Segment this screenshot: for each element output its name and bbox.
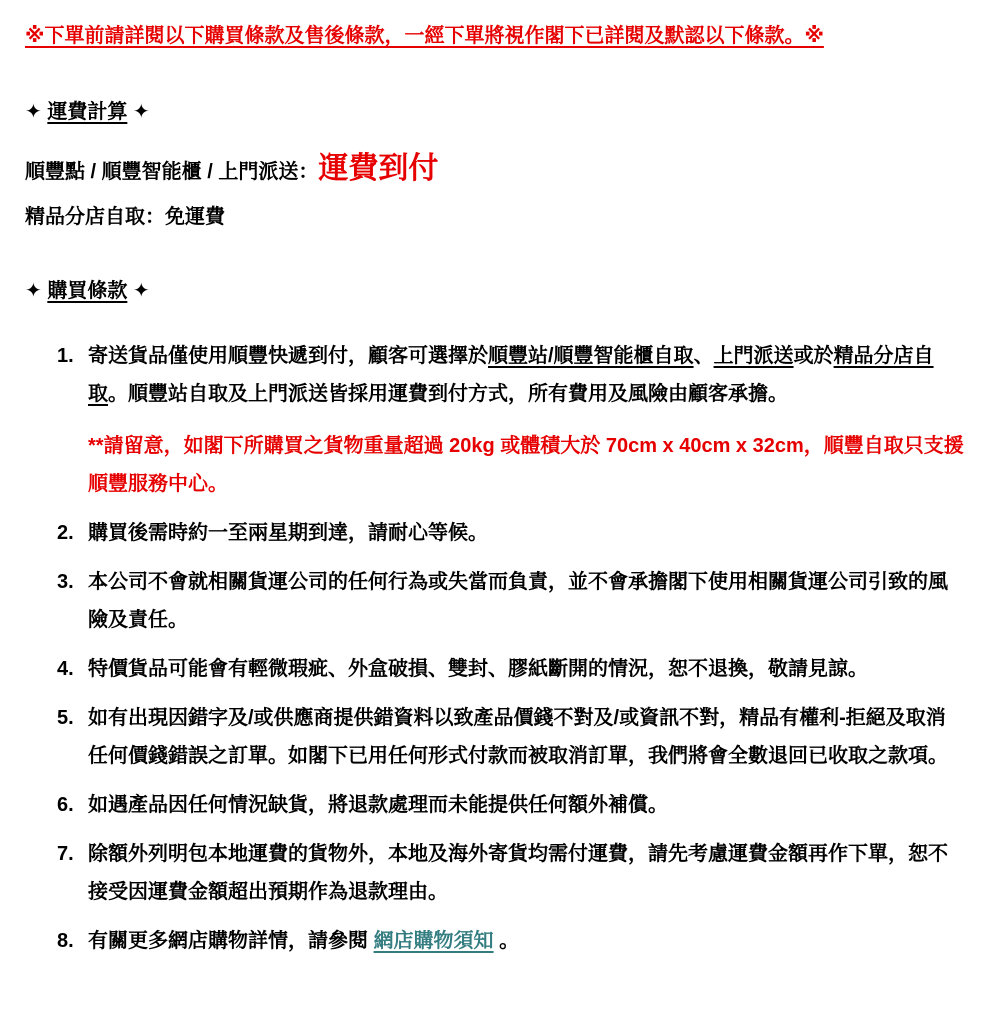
term-1-text [88, 337, 965, 413]
term-item-4 [88, 650, 965, 688]
term-item-2 [88, 514, 965, 552]
purchase-terms-title-text: 購買條款 [47, 280, 128, 302]
store-pickup-underlined: 精品分店自取 [88, 345, 934, 405]
text-segment: 寄送貨品僅使用順豐快遞到付，顧客可選擇於 [88, 345, 488, 367]
shipping-fee-title-text: 運費計算 [47, 101, 128, 123]
term-6-text: 如遇產品因任何情況缺貨，將退款處理而未能提供任何額外補償。 [88, 794, 668, 816]
term-item-3 [88, 563, 965, 639]
term-8-text [88, 922, 965, 960]
text-segment: 或於 [793, 345, 834, 367]
term-item-8 [88, 922, 965, 960]
shipping-fee-section-title [25, 98, 965, 126]
delivery-methods-label: 順豐點 / 順豐智能櫃 / 上門派送： [25, 161, 319, 183]
text-segment: 。順豐站自取及上門派送皆採用運費到付方式，所有費用及風險由顧客承擔。 [108, 383, 788, 405]
shopping-guide-link[interactable]: 網店購物須知 [373, 930, 494, 952]
terms-list [25, 337, 965, 960]
term-2-text: 購買後需時約一至兩星期到達，請耐心等候。 [88, 522, 488, 544]
purchase-terms-section-title [25, 277, 965, 305]
star-icon: ✦ [132, 280, 150, 302]
home-delivery-underlined: 上門派送 [713, 345, 794, 367]
text-segment: 、 [693, 345, 714, 367]
term-item-6 [88, 786, 965, 824]
text-segment: 有關更多網店購物詳情，請參閱 [88, 930, 374, 952]
freight-collect-highlight: 運費到付 [318, 152, 439, 185]
delivery-methods-line [25, 154, 965, 186]
term-4-text: 特價貨品可能會有輕微瑕疵、外盒破損、雙封、膠紙斷開的情況，恕不退換，敬請見諒。 [88, 658, 868, 680]
term-5-text: 如有出現因錯字及/或供應商提供錯資料以致產品價錢不對及/或資訊不對，精品有權利-拒絕及取消任何價錢錯誤之訂單。如閣下已用任何形式付款而被取消訂單，我們將會全數退回已收取之款項。 [88, 707, 948, 767]
term-item-5 [88, 699, 965, 775]
term-3-text: 本公司不會就相關貨運公司的任何行為或失當而負責，並不會承擔閣下使用相關貨運公司引致的風險及責任。 [88, 571, 948, 631]
term-item-7 [88, 835, 965, 911]
term-7-text: 除額外列明包本地運費的貨物外，本地及海外寄貨均需付運費，請先考慮運費金額再作下單，恕不接受因運費金額超出預期作為退款理由。 [88, 843, 948, 903]
store-pickup-line: 精品分店自取：免運費 [25, 206, 225, 228]
pre-order-notice: ※下單前請詳閱以下購買條款及售後條款，一經下單將視作閣下已詳閱及默認以下條款。※ [25, 25, 824, 47]
term-item-1 [88, 337, 965, 503]
text-segment: 。 [493, 930, 520, 952]
weight-limit-warning: **請留意，如閣下所購買之貨物重量超過 20kg 或體積大於 70cm x 40cm x 32cm，順豐自取只支援順豐服務中心。 [88, 435, 964, 495]
star-icon: ✦ [132, 101, 150, 123]
sf-pickup-underlined: 順豐站/順豐智能櫃自取 [488, 345, 694, 367]
star-icon: ✦ [25, 101, 42, 123]
star-icon: ✦ [25, 280, 42, 302]
